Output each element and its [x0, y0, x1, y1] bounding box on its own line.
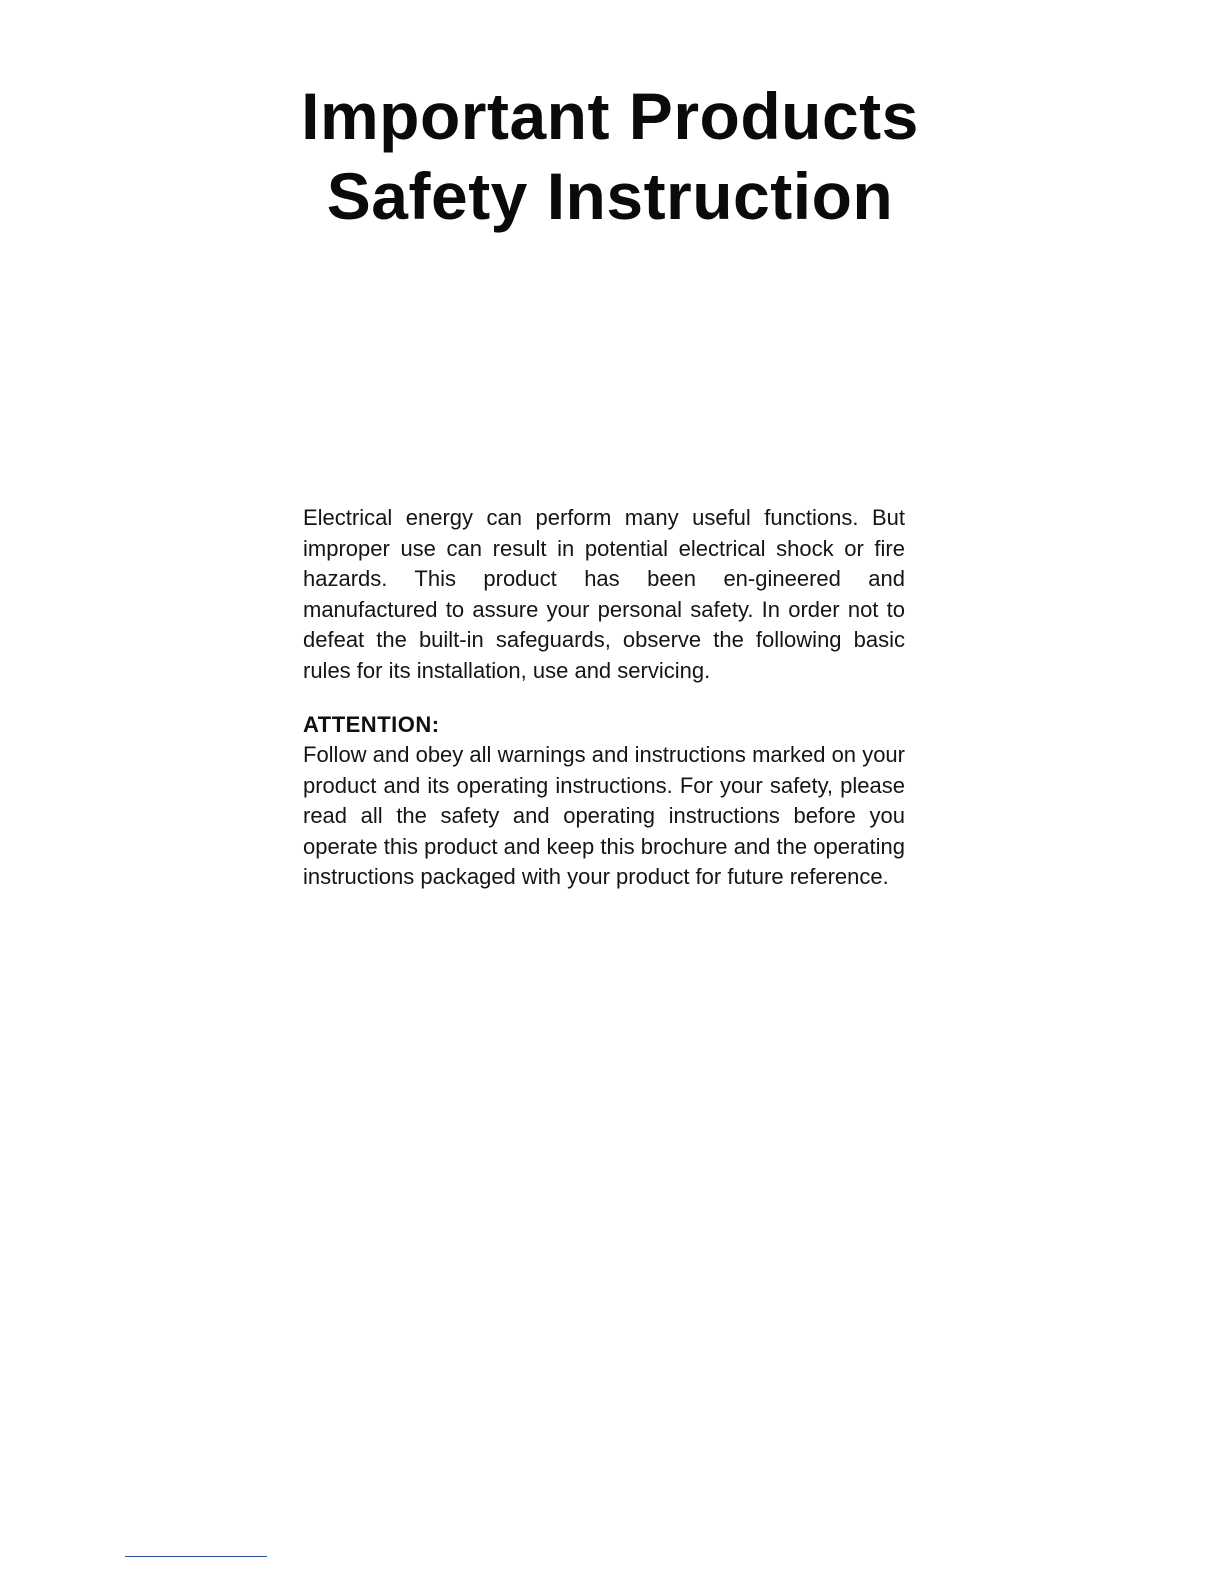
attention-heading: ATTENTION:	[303, 712, 440, 737]
footer-rule-divider	[125, 1556, 267, 1557]
title-line-2: Safety Instruction	[326, 159, 894, 233]
title-line-1: Important Products	[301, 79, 919, 153]
attention-paragraph: Follow and obey all warnings and instructions marked on your product and its operating instructions. For your safety, please read all the safety and operating instructions before you operate this product and keep this brochure and the operating instructions packaged with your product for future reference.	[303, 742, 905, 889]
page-title	[300, 76, 920, 236]
body-text-block	[303, 503, 905, 893]
intro-paragraph: Electrical energy can perform many useful functions. But improper use can result in potential electrical shock or fire hazards. This product has been en-gineered and manufactured to assure your personal safety. In order not to defeat the built-in safeguards, observe the following basic rules for its installation, use and servicing.	[303, 505, 905, 683]
